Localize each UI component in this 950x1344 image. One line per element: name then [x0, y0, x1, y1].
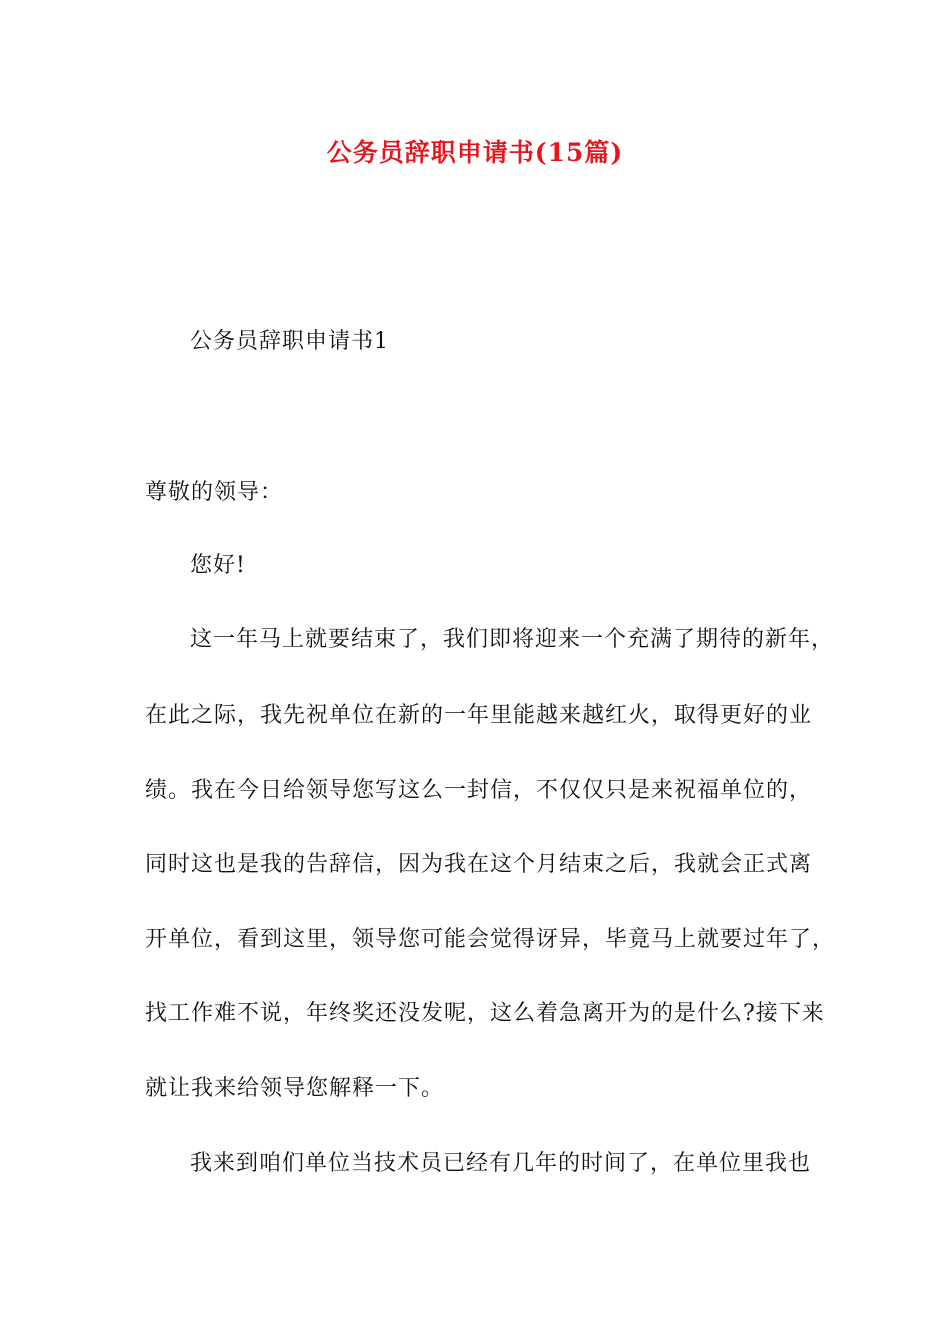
paragraph-line: 同时这也是我的告辞信，因为我在这个月结束之后，我就会正式离: [145, 852, 813, 877]
paragraph-line: 这一年马上就要结束了，我们即将迎来一个充满了期待的新年，: [190, 627, 835, 652]
paragraph-line: 我来到咱们单位当技术员已经有几年的时间了，在单位里我也: [190, 1151, 812, 1176]
paragraph-line: 找工作难不说，年终奖还没发呢，这么着急离开为的是什么?接下来: [145, 1001, 825, 1026]
paragraph-line: 就让我来给领导您解释一下。: [145, 1076, 445, 1101]
paragraph-line: 在此之际，我先祝单位在新的一年里能越来越红火，取得更好的业: [145, 703, 813, 728]
paragraph-line: 开单位，看到这里，领导您可能会觉得讶异，毕竟马上就要过年了，: [145, 927, 836, 952]
section-heading: 公务员辞职申请书1: [190, 329, 389, 354]
greeting: 您好!: [190, 553, 246, 578]
paragraph-line: 绩。我在今日给领导您写这么一封信，不仅仅只是来祝福单位的，: [145, 778, 813, 803]
document-title: 公务员辞职申请书(15篇): [326, 138, 624, 167]
salutation: 尊敬的领导：: [145, 480, 284, 505]
